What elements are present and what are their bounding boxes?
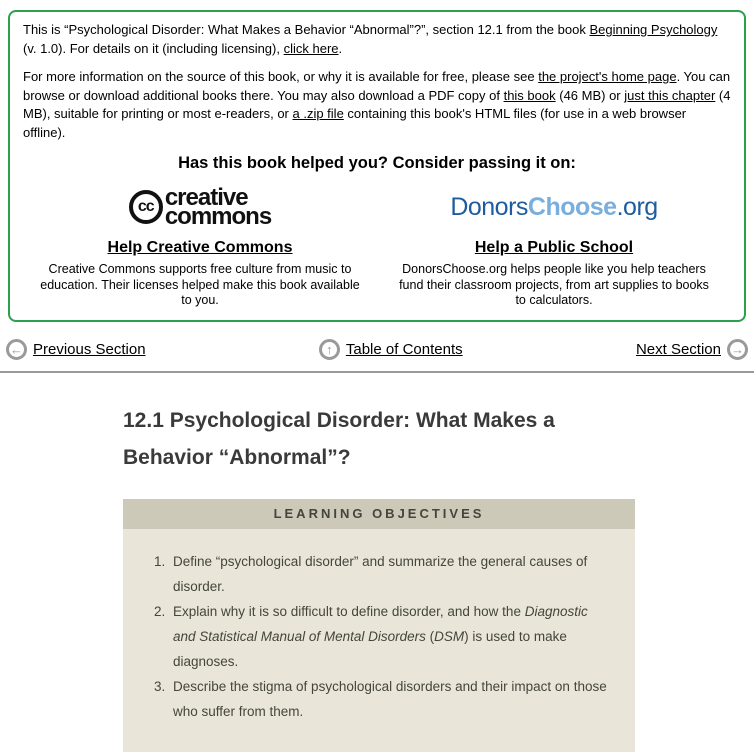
dc-word-org: .org [616,192,658,221]
learning-objectives-list [141,549,607,724]
objective-item-3: 3. Describe the stigma of psychological disorders and their impact on those who suffer from them. [169,674,607,724]
cc-wordmark [164,184,272,230]
creative-commons-column [23,183,377,309]
help-columns [23,183,731,309]
objective-2-italic-2: DSM [434,628,465,644]
objective-2-italic-1: Diagnostic and Statistical Manual of Mental Disorders [173,603,588,644]
creative-commons-logo [23,183,377,231]
learning-objectives-box [123,499,635,752]
book-pdf-link[interactable]: this book [503,87,556,103]
intro-text-2: (v. 1.0). For details on it (including licensing), [23,40,284,56]
previous-section-link[interactable]: Previous Section [33,341,146,358]
table-of-contents-link[interactable]: Table of Contents [345,341,463,358]
cc-circle-icon [129,190,163,224]
source-text-4: (4 MB), suitable for printing or most e-readers, or [23,87,731,121]
donors-choose-description: DonorsChoose.org helps people like you help teachers fund their classroom projects, from art supplies to books to calculators. [399,262,709,307]
learning-objectives-body [123,529,635,752]
section-content [0,402,754,752]
next-arrow-icon[interactable]: → [727,339,748,360]
up-arrow-icon[interactable]: ↑ [319,339,340,360]
source-paragraph [23,68,731,142]
section-navigation [6,336,748,364]
creative-commons-logo-icon [129,184,272,230]
table-of-contents-nav[interactable] [319,339,463,360]
section-divider [0,371,754,373]
intro-paragraph [23,21,731,58]
source-text-1: For more information on the source of this book, or why it is available for free, please see [23,69,539,84]
previous-arrow-icon[interactable]: ← [6,339,27,360]
learning-objectives-heading: LEARNING OBJECTIVES [123,499,635,529]
objective-2-text-3: ) is used to make diagnoses. [173,628,567,669]
intro-text-3: . [338,40,343,56]
donors-choose-wordmark [450,193,657,222]
next-section-link[interactable]: Next Section [635,341,721,358]
objective-item-1: 1. Define “psychological disorder” and summarize the general causes of disorder. [169,549,607,599]
source-text-2: . You can browse or download additional books there. You may also download a PDF copy of [23,69,731,103]
project-home-link[interactable]: the project's home page [538,69,677,84]
zip-file-link[interactable]: a .zip file [292,106,344,121]
dc-word-choose: Choose [527,192,617,221]
click-here-link[interactable]: click here [283,40,339,56]
cc-word-commons: commons [164,203,272,230]
donors-choose-column [377,183,731,309]
objective-2-text-2: ( [425,628,435,644]
book-title-link[interactable]: Beginning Psychology [589,22,718,37]
source-text-5: containing this book's HTML files (for use in a web browser offline). [23,106,687,140]
book-notice-box [8,10,746,322]
creative-commons-description: Creative Commons supports free culture from music to education. Their licenses helped make this book available to you. [40,262,360,307]
cc-word-creative: creative [164,184,248,211]
donors-choose-logo [377,183,731,231]
help-public-school-link[interactable]: Help a Public School [474,239,634,256]
intro-text-1: This is “Psychological Disorder: What Makes a Behavior “Abnormal”?”, section 12.1 from the book [23,22,590,37]
previous-section-nav[interactable] [6,339,146,360]
source-text-3: (46 MB) or [555,87,625,103]
cc-circle-label: cc [137,198,154,215]
next-section-nav[interactable] [636,339,748,360]
objective-item-2 [169,599,607,674]
help-heading: Has this book helped you? Consider passing it on: [178,154,576,172]
help-creative-commons-link[interactable]: Help Creative Commons [107,239,293,256]
dc-word-donors: Donors [450,192,528,221]
chapter-pdf-link[interactable]: just this chapter [624,87,716,103]
section-title: 12.1 Psychological Disorder: What Makes a Behavior “Abnormal”? [123,408,555,469]
objective-2-text-1: Explain why it is so difficult to define disorder, and how the [173,603,525,619]
